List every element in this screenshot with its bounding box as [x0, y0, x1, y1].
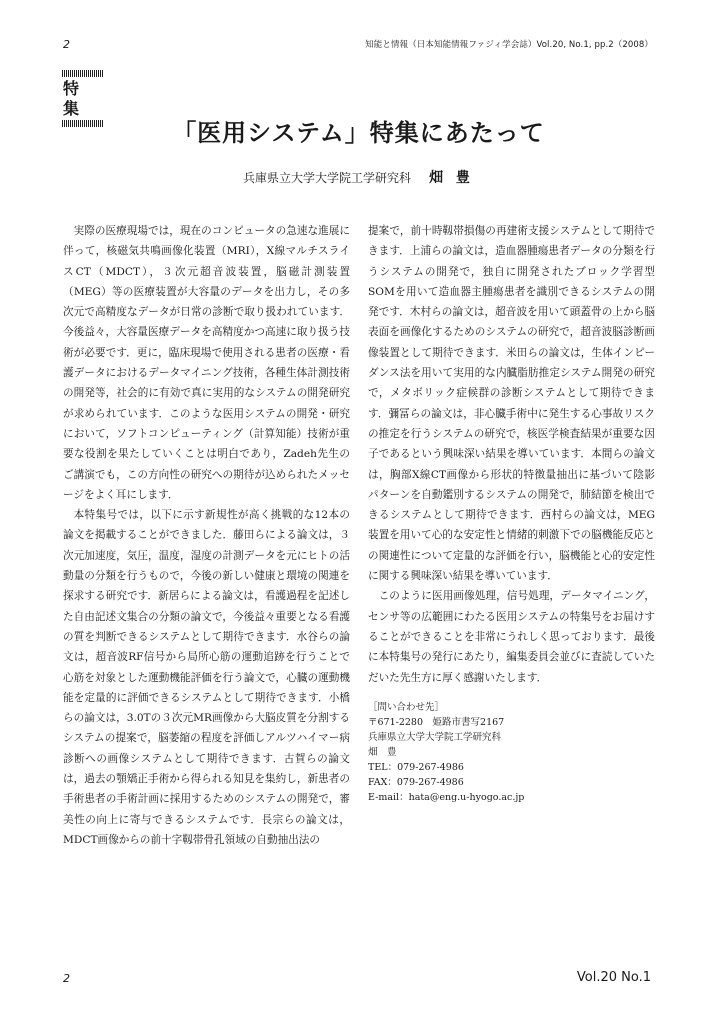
journal-citation: 知能と情報（日本知能情報ファジィ学会誌）Vol.20, No.1, pp.2（2008） — [365, 40, 653, 50]
paragraph-3: このように医用画像処理，信号処理，データマイニング，センサ等の広範囲にわたる医用システムの特集号をお届けすることができることを非常にうれしく思っております．最後に本特集号の発行にあたり，編集委員会並びに査読していただいた先生方に厚く感謝いたします． — [368, 590, 655, 684]
footer-volume: Vol.20 No.1 — [576, 970, 651, 985]
contact-email: E-mail：hata@eng.u-hyogo.ac.jp — [368, 791, 525, 803]
paragraph-2: 本特集号では，以下に示す新規性が高く挑戦的な12本の論文を掲載することができました．藤田らによる論文は，３次元加速度，気圧，温度，湿度の計測データを元にヒトの活動量の分類を行うもので，今後の新しい健康と環境の関連を探求する研究です．新居らによる論文は，看護過程を記述した自由記述文集合の分類の論文で，今後益々重要となる看護の質を判断できるシステムとして期待できます．水谷らの論文は，超音波RF信号から局所心筋の運動追跡を行うことで心筋を対象とした運動機能評価を行う論文で，心臓の運動機能を定量的に評価できるシステムとして期待できます．小橋らの論文は，3.0Tの３次元MR画像から大脳皮質を分割するシステムの提案で，脳萎縮の程度を評価しアルツハイマー病診断への画像システムとして期待できます．古賀らの論文は，過去の顎矯正手術から得られる知見を集約し，新患者の手術患者の手術計画に採用するためのシステムの開発で，審美性の向上に寄与できるシステムです．長宗らの論文は，MDCT画像からの前十字靱帯骨孔領域の自動抽出法の — [63, 509, 350, 846]
author-name: 畑 豊 — [429, 170, 474, 186]
author-line — [0, 167, 717, 187]
article-title: 「医用システム」特集にあたって — [172, 118, 545, 147]
paragraph-2-continued: 提案で，前十時靱帯損傷の再建術支援システムとして期待できます．上浦らの論文は，造血器腫瘍患者データの分類を行うシステムの開発で，独自に開発されたブロック学習型SOMを用いて造血器主腫瘍患者を識別できるシステムの開発です．木村らの論文は，超音波を用いて頭蓋骨の上から脳表面を画像化するためのシステムの研究で，超音波脳診断画像装置として期待できます．米田らの論文は，生体インピーダンス法を用いて実用的な内臓脂肪推定システム開発の研究で，メタボリック症候群の診断システムとして期待できます．彌冨らの論文は，非心臓手術中に発生する心事故リスクの推定を行うシステムの研究で，核医学検査結果が重要な因子であるという興味深い結果を導いています．本間らの論文は，胸部X線CT画像から形状的特徴量抽出に基づいて陰影パターンを自動鑑別するシステムの開発で，肺結節を検出できるシステムとして期待できます．西村らの論文は，MEG装置を用いて心的な安定性と情緒的刺激下での脳機能反応との関連性について定量的な評価を行い，脳機能と心的安定性に関する興味深い結果を導いています． — [368, 225, 655, 583]
contact-fax: FAX：079-267-4986 — [368, 776, 464, 788]
badge-label: 特 集 — [63, 79, 83, 118]
body-column-left — [63, 221, 350, 850]
contact-tel: TEL：079-267-4986 — [368, 761, 464, 773]
author-affiliation: 兵庫県立大学大学院工学研究科 — [243, 171, 412, 185]
header-page-number: 2 — [63, 38, 70, 51]
contact-name: 畑 豊 — [368, 746, 397, 758]
paragraph-1: 実際の医療現場では，現在のコンピュータの急速な進展に伴って，核磁気共鳴画像化装置（MRI），X線マルチスライスCT（MDCT），３次元超音波装置，脳磁計測装置（MEG）等の医療装置が大容量のデータを出力し，その多次元で高精度なデータが日常の診断で取り扱われています．今後益々，大容量医療データを高精度かつ高速に取り扱う技術が必要です．更に，臨床現場で使用される患者の医療・看護データにおけるデータマイニング技術，各種生体計測技術の開発等，社会的に有効で真に実用的なシステムの開発研究が求められています．このような医用システムの開発・研究において，ソフトコンピューティング（計算知能）技術が重要な役割を果たしていくことは明白であり，Zadeh先生のご講演でも，この方向性の研究への期待が込められたメッセージをよく耳にします． — [63, 225, 350, 501]
contact-affiliation: 兵庫県立大学大学院工学研究科 — [368, 731, 502, 743]
badge-stripes-top — [62, 70, 104, 77]
contact-postal: 〒671-2280 姫路市書写2167 — [368, 716, 505, 728]
contact-heading: ［問い合わせ先］ — [368, 701, 445, 713]
body-column-right — [368, 221, 655, 805]
contact-block — [368, 700, 655, 805]
footer-page-number: 2 — [63, 972, 70, 985]
